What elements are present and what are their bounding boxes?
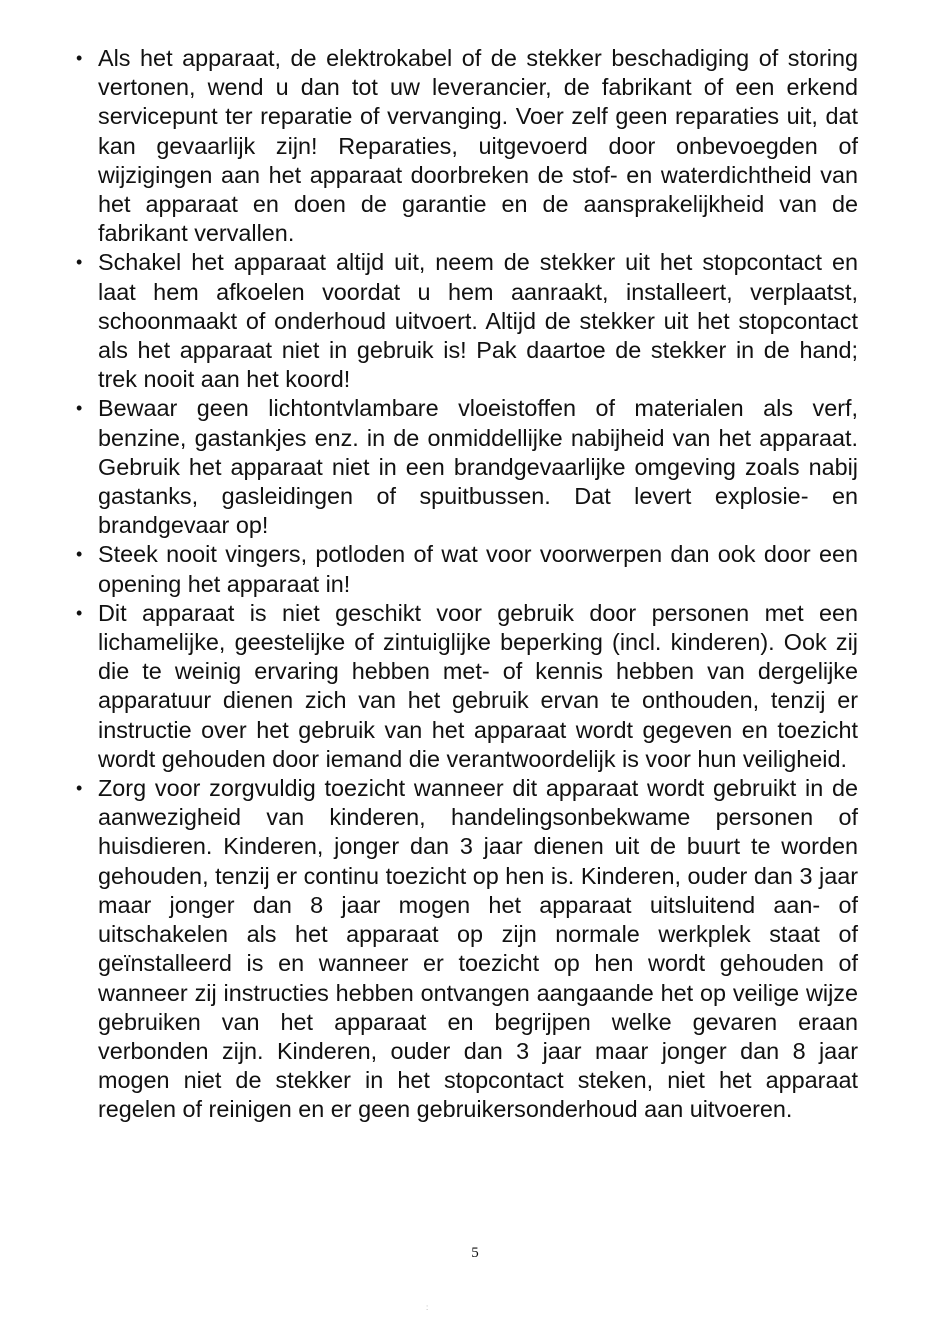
bullet-icon: • bbox=[76, 602, 83, 623]
footer-mark: : bbox=[426, 1303, 429, 1312]
list-item bbox=[76, 599, 858, 774]
list-item bbox=[76, 394, 858, 540]
bullet-icon: • bbox=[76, 252, 83, 273]
bullet-text: Als het apparaat, de elektrokabel of de stekker beschadiging of storing vertonen, wend u dan tot uw leverancier, de fabrikant of een erkend servicepunt ter reparatie of vervanging. Voer zelf geen reparaties uit, dat kan gevaarlijk zijn! Reparaties, uitgevoerd door onbevoegden of wijzigingen aan het apparaat doorbreken de stof- en waterdichtheid van het apparaat en doen de garantie en de aansprakelijkheid van de fabrikant vervallen. bbox=[98, 45, 858, 247]
list-item bbox=[76, 44, 858, 248]
safety-instructions-list bbox=[76, 44, 858, 1125]
bullet-text: Bewaar geen lichtontvlambare vloeistoffen of materialen als verf, benzine, gastankjes enz. in de onmiddellijke nabijheid van het apparaat. Gebruik het apparaat niet in een brandgevaarlijke omgeving zoals nabij gastanks, gasleidingen of spuitbussen. Dat levert explosie- en brandgevaar op! bbox=[98, 395, 858, 539]
bullet-text: Steek nooit vingers, potloden of wat voor voorwerpen dan ook door een opening het apparaat in! bbox=[98, 541, 858, 597]
bullet-icon: • bbox=[76, 48, 83, 68]
list-item bbox=[76, 248, 858, 394]
bullet-icon: • bbox=[76, 398, 83, 419]
list-item bbox=[76, 774, 858, 1124]
page-number: 5 bbox=[471, 1245, 479, 1261]
bullet-text: Dit apparaat is niet geschikt voor gebruik door personen met een lichamelijke, geestelijke of zintuiglijke beperking (incl. kinderen). Ook zij die te weinig ervaring hebben met- of kennis hebben van dergelijke apparatuur dienen zich van het gebruik ervan te onthouden, tenzij er instructie over het gebruik van het apparaat wordt gegeven en toezicht wordt gehouden door iemand die verantwoordelijk is voor hun veiligheid. bbox=[98, 599, 858, 772]
bullet-text: Schakel het apparaat altijd uit, neem de stekker uit het stopcontact en laat hem afkoelen voordat u hem aanraakt, installeert, verplaatst, schoonmaakt of onderhoud uitvoert. Altijd de stekker uit het stopcontact als het apparaat niet in gebruik is! Pak daartoe de stekker in de hand; trek nooit aan het koord! bbox=[98, 249, 858, 393]
bullet-icon: • bbox=[76, 778, 83, 799]
bullet-text: Zorg voor zorgvuldig toezicht wanneer dit apparaat wordt gebruikt in de aanwezigheid van kinderen, handelingsonbekwame personen of huisdieren. Kinderen, jonger dan 3 jaar dienen uit de buurt te worden gehouden, tenzij er continu toezicht op hen is. Kinderen, ouder dan 3 jaar maar jonger dan 8 jaar mogen het apparaat uitsluitend aan- of uitschakelen als het apparaat op zijn normale werkplek staat of geïnstalleerd is en wanneer er toezicht op hen wordt gehouden of wanneer zij instructies hebben ontvangen aangaande het op veilige wijze gebruiken van het apparaat en begrijpen welke gevaren eraan verbonden zijn. Kinderen, ouder dan 3 jaar maar jonger dan 8 jaar mogen niet de stekker in het stopcontact steken, niet het apparaat regelen of reinigen en er geen gebruikersonderhoud aan uitvoeren. bbox=[98, 775, 858, 1123]
list-item bbox=[76, 540, 858, 598]
bullet-icon: • bbox=[76, 544, 83, 565]
